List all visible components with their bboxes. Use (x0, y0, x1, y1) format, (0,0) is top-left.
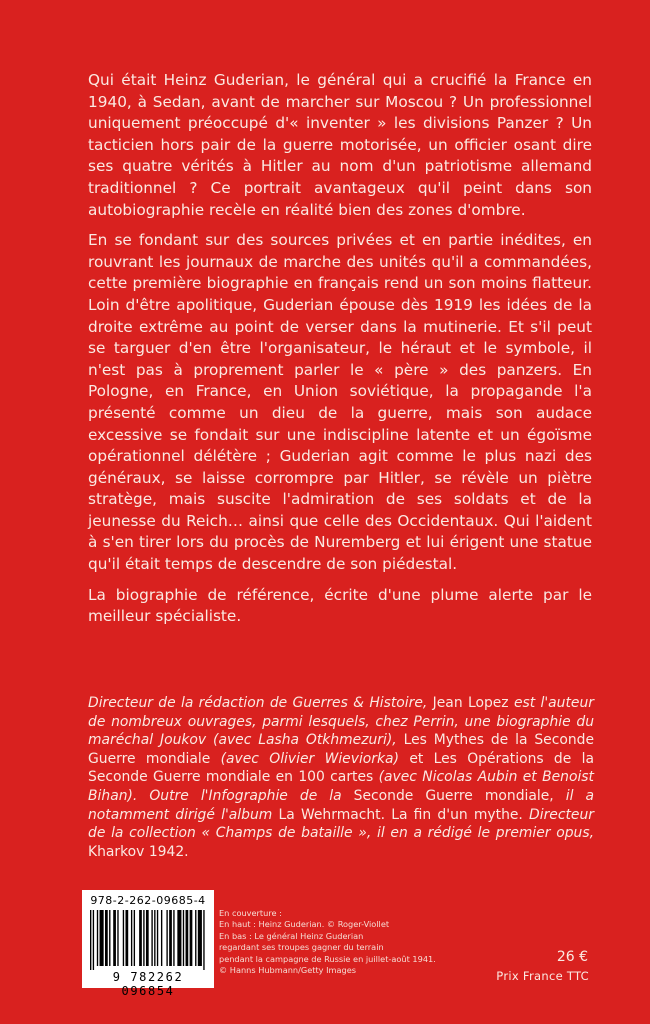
credit-line: En couverture : (219, 908, 282, 918)
book-title: Seconde Guerre mondiale, (341, 787, 566, 804)
bio-part: (avec Olivier Wieviorka) (220, 750, 399, 767)
credit-line: © Hanns Hubmann/Getty Images (219, 965, 357, 976)
back-cover-blurb (88, 70, 592, 628)
book-title: Kharkov 1942. (88, 843, 189, 860)
barcode-bar (109, 910, 110, 966)
barcode-bar (173, 910, 174, 966)
barcode-bar (105, 910, 108, 966)
barcode-digits: 9 782262 096854 (112, 970, 184, 998)
barcode-bar (190, 910, 193, 966)
bio-part: (avec Nicolas Aubin et Benoist Bihan). Outre l'Infographie de la (88, 769, 594, 804)
isbn-barcode (82, 890, 214, 998)
cover-credits (219, 908, 439, 976)
barcode-bar (131, 910, 132, 966)
credit-line: pendant la campagne de Russie en juillet-août 1941. (219, 953, 436, 964)
credit-line: En bas : Le général Heinz Guderian (219, 930, 364, 941)
barcode-bar (177, 910, 181, 966)
barcode-bar (143, 910, 144, 966)
barcode-bar (161, 910, 162, 966)
barcode-bar (93, 910, 94, 970)
barcode-bar (166, 910, 167, 966)
book-title: et Les Opérations de la Seconde Guerre mondiale en 100 cartes (88, 750, 594, 786)
book-title: Les Mythes de la Seconde Guerre mondiale (88, 732, 594, 767)
barcode-bar (198, 910, 202, 966)
barcode-bar (146, 910, 149, 966)
barcode-bar (195, 910, 196, 966)
blurb-paragraph-1: Qui était Heinz Guderian, le général qui a crucifié la France en 1940, à Sedan, avant de marcher sur Moscou ? Un professionnel uniquement préoccupé d'« inventer » les divisions Panzer ? Un tacticien hors pair de la guerre motorisée, un officier osant dire ses quatre vérités à Hitler au nom d'un patriotisme allemand traditionnel ? Ce portrait avantageux qu'il peint dans son autobiographie recèle en réalité bien des zones d'ombre. (88, 71, 592, 219)
barcode-bar (123, 910, 124, 966)
barcode-bar (186, 910, 189, 966)
barcode-bar (113, 910, 116, 966)
author-name: Jean Lopez (427, 695, 514, 711)
credit-line: regardant ses troupes gagner du terrain (219, 942, 384, 953)
bio-part: Directeur de la rédaction de Guerres & Histoire, (88, 695, 428, 711)
book-title: La Wehrmacht. La fin d'un mythe. (272, 806, 530, 823)
barcode-bar (100, 910, 104, 966)
barcode-bar (139, 910, 142, 966)
barcode-bar (169, 910, 172, 966)
barcode-bar (154, 910, 155, 966)
isbn-number: 978-2-262-09685-4 (90, 894, 206, 907)
blurb-paragraph-2: En se fondant sur des sources privées et en partie inédites, en rouvrant les journaux de marche des unités qu'il a commandées, cette première biographie en français rend un son moins flatteur. Loin d'être apolitique, Guderian épouse dès 1919 les idées de la droite extrême au point de verser dans la mutinerie. Et s'il peut se targuer d'en être l'organisateur, le héraut et le symbole, il n'est pas à proprement parler le « père » des panzers. En Pologne, en France, en Union soviétique, la propagande l'a présenté comme un dieu de la guerre, mais son audace excessive se fondait sur une indiscipline latente et un égoïsme opérationnel délétère ; Guderian agit comme le plus nazi des généraux, se laisse corrompre par Hitler, se révèle un piètre stratège, mais suscite l'admiration de ses soldats et de la jeunesse du Reich… ainsi que celle des Occidentaux. Qui l'aident à s'en tirer lors du procès de Nuremberg et lui érigent une statue qu'il était temps de descendre de son piédestal. (88, 231, 592, 574)
price-label: Prix France TTC (496, 969, 589, 983)
author-bio (88, 694, 594, 861)
price-amount: 26 € (556, 949, 588, 965)
barcode-bar (90, 910, 91, 970)
barcode-bar (97, 910, 98, 966)
barcode-bar (117, 910, 118, 966)
barcode-bar (203, 910, 204, 970)
barcode-bars (90, 910, 206, 970)
blurb-paragraph-3: La biographie de référence, écrite d'une plume alerte par le meilleur spécialiste. (88, 585, 592, 626)
bio-part: il a notamment dirigé l'album (88, 787, 594, 823)
credit-line: En haut : Heinz Guderian. © Roger-Viollet (219, 919, 390, 930)
barcode-bar (151, 910, 152, 966)
bio-part: Directeur de la collection « Champs de bataille », il en a rédigé le premier opus, (88, 806, 594, 842)
barcode-bar (125, 910, 128, 966)
bio-part: est l'auteur de nombreux ouvrages, parmi lesquels, chez Perrin, une biographie du maréchal Joukov (avec Lasha Otkhmezuri), (88, 695, 594, 749)
barcode-bar (183, 910, 184, 966)
barcode-bar (157, 910, 158, 966)
barcode-bar (134, 910, 135, 966)
